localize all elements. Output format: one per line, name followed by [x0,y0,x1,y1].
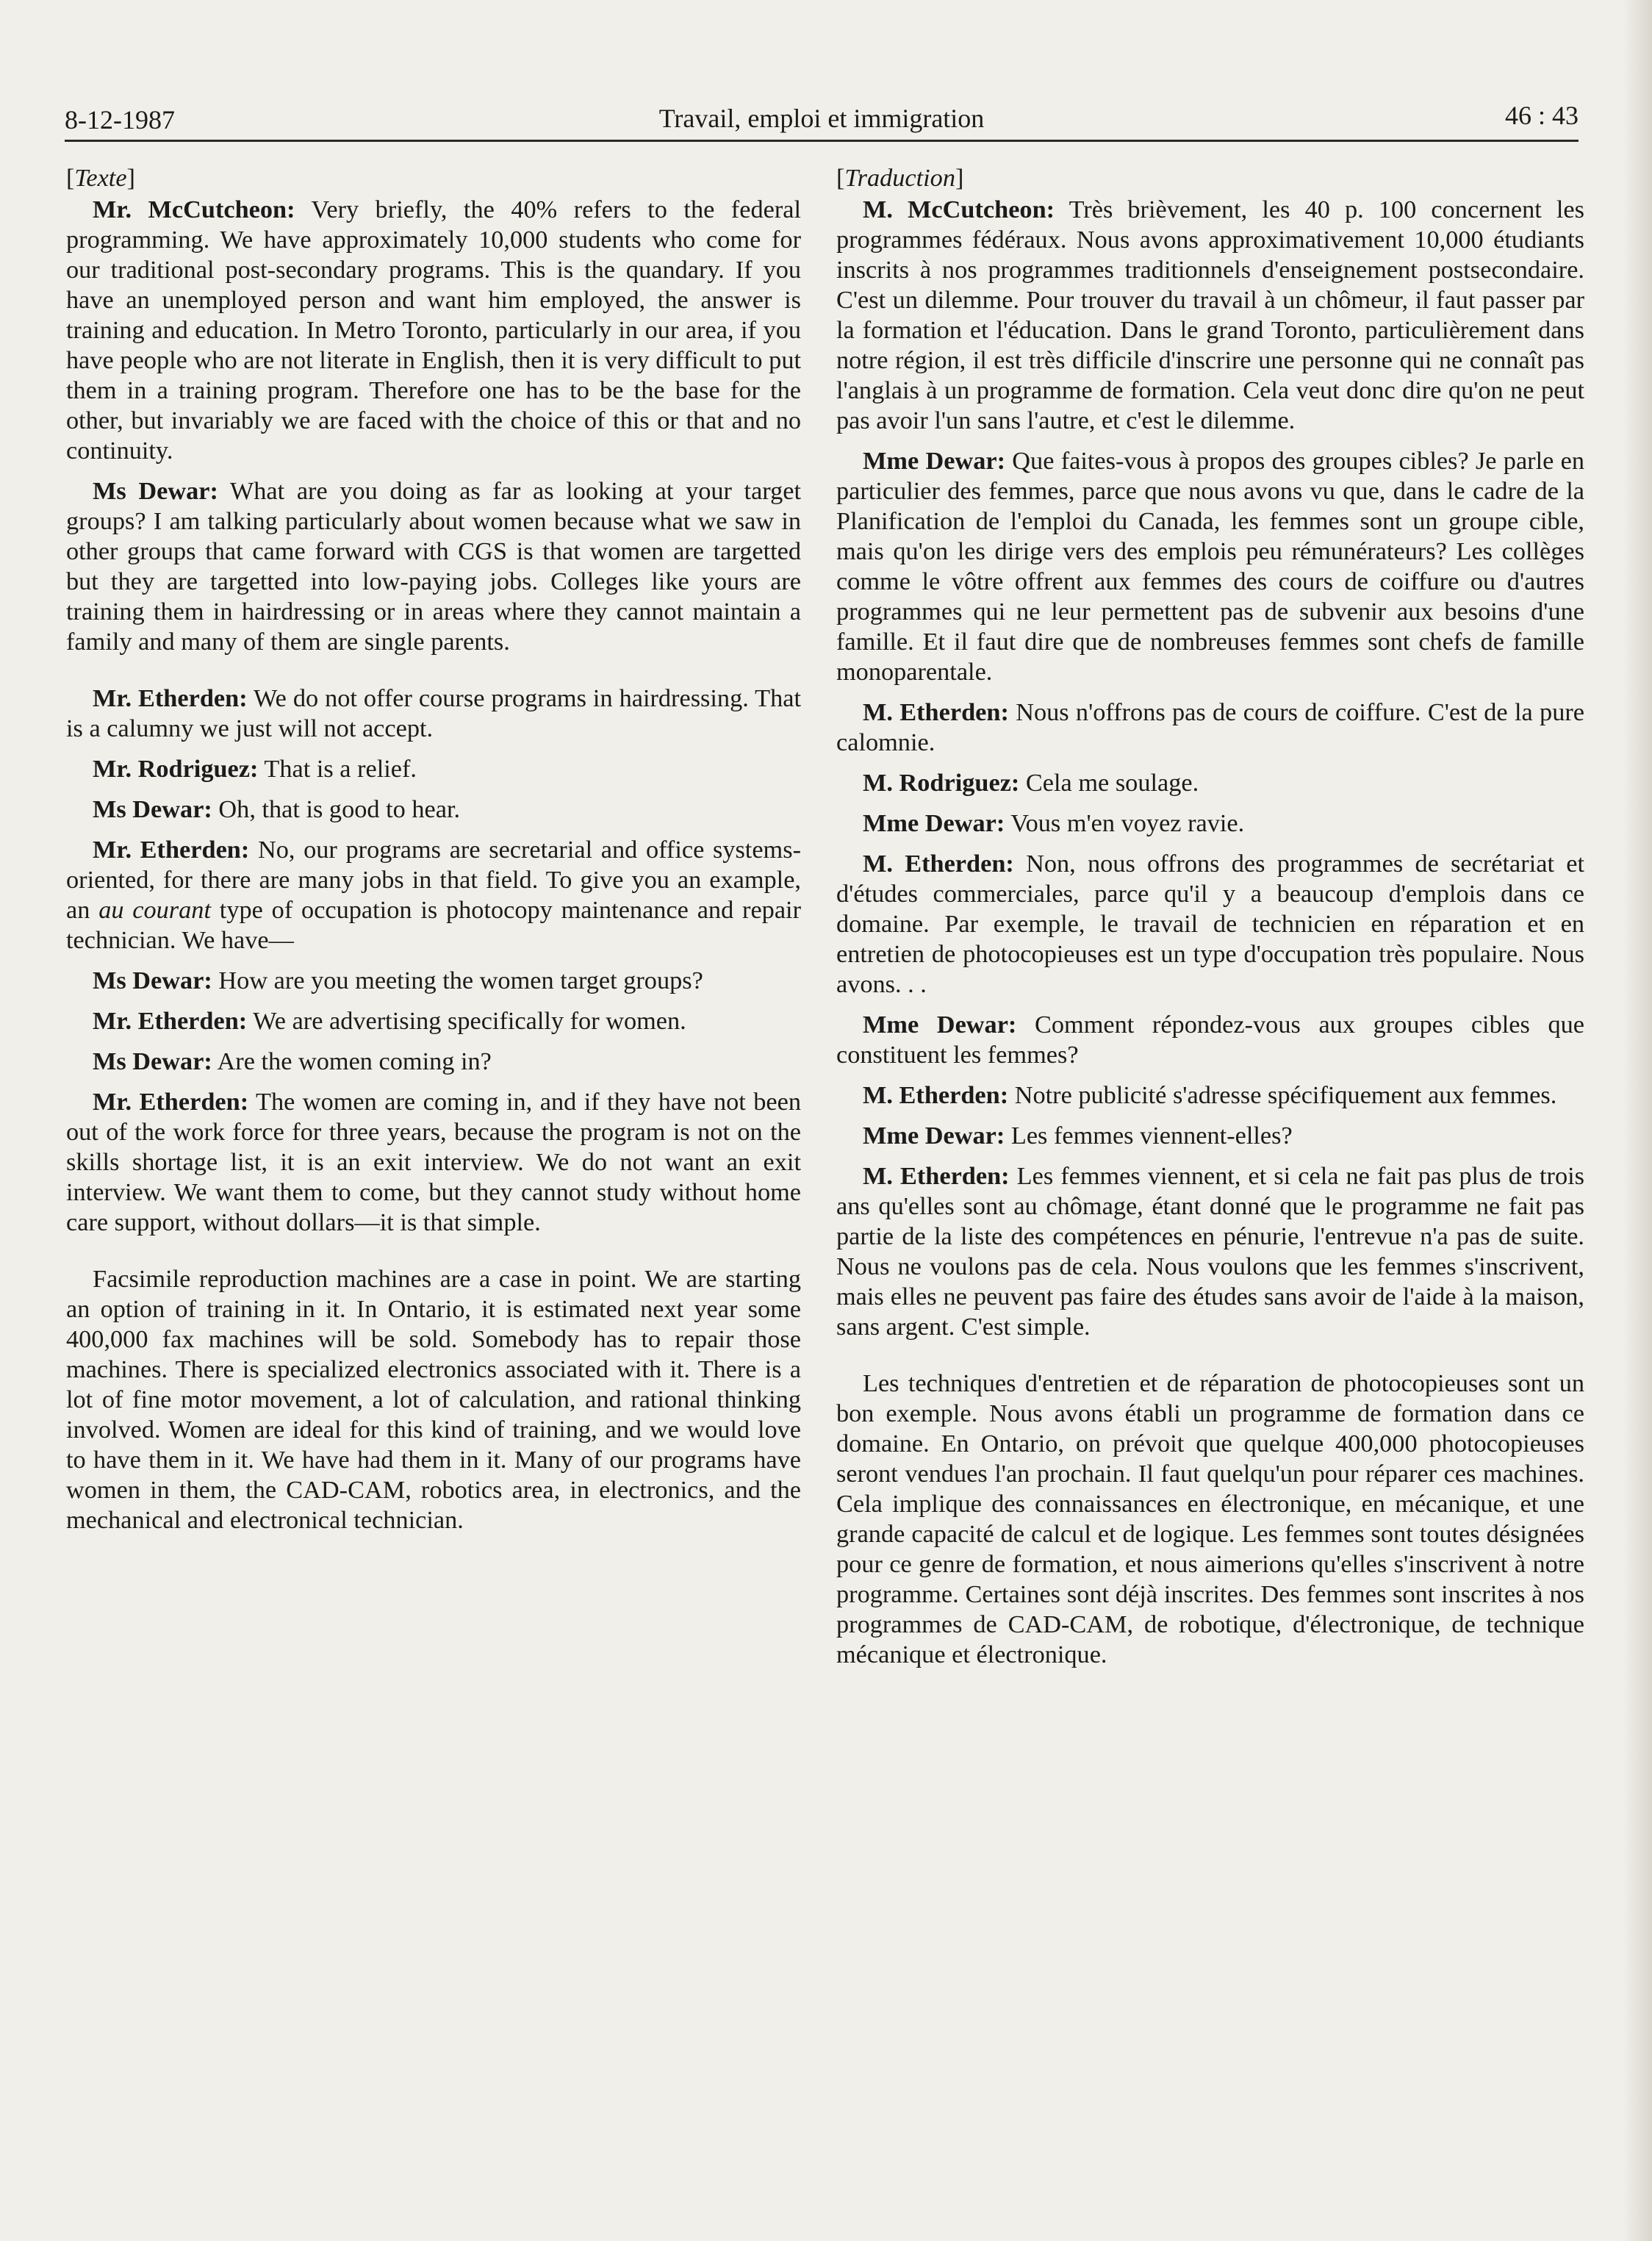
speaker-name: Ms Dewar: [93,795,212,823]
speaker-name: Mme Dewar: [863,809,1005,837]
speaker-name: Mme Dewar: [863,447,1005,475]
speaker-name: M. Rodriguez: [863,769,1020,797]
speaker-name: Mme Dewar: [863,1011,1017,1039]
paragraph [66,795,801,825]
paragraph-text: Facsimile reproduction machines are a case in point. We are starting an option of training in it. In Ontario, it is estimated next year some 400,000 fax machines will be sold. Somebody has to repair those machines. There is specialized electronics associated with it. There is a lot of fine motor movement, a lot of calculation, and rational thinking involved. Women are ideal for this kind of training, and we would love to have them in it. We have had them in it. Many of our programs have women in them, the CAD-CAM, robotics area, in electronics, and the mechanical and electronical technician. [66,1265,801,1534]
paragraph [836,1010,1584,1070]
paragraph-text: Nous n'offrons pas de cours de coiffure. C'est de la pure calomnie. [836,698,1584,756]
paragraph-text: Que faites-vous à propos des groupes cibles? Je parle en particulier des femmes, parce que nous avons vu que, dans le cadre de la Planification de l'emploi du Canada, les femmes sont un groupe cible, mais qu'on les dirige vers des emplois peu rémunérateurs? Les collèges comme le vôtre offrent aux femmes des cours de coiffure ou d'autres programmes qui ne leur permettent pas de subvenir aux besoins d'une famille. Et il faut dire que de nombreuses femmes sont chefs de famille monoparentale. [836,447,1584,686]
speaker-name: Mr. McCutcheon: [93,196,295,223]
paragraph-text: That is a relief. [258,755,417,783]
paragraph [836,1161,1584,1342]
paragraph-text: We do not offer course programs in hairdressing. That is a calumny we just will not accept. [66,684,802,742]
paragraph [66,1264,801,1535]
paragraph-text: Comment répondez-vous aux groupes cibles que constituent les femmes? [836,1011,1584,1069]
page-header [65,87,1579,142]
paragraph [66,1047,801,1077]
paragraph-text: Très brièvement, les 40 p. 100 concernent les programmes fédéraux. Nous avons approximativement 10,000 étudiants inscrits à nos programmes traditionnels d'enseignement postsecondaire. C'est un dilemme. Pour trouver du travail à un chômeur, il faut passer par la formation et l'éducation. Dans le grand Toronto, particulièrement dans notre région, il est très difficile d'inscrire une personne qui ne connaît pas l'anglais à un programme de formation. Cela veut donc dire qu'on ne peut pas avoir l'un sans l'autre, et c'est le dilemme. [836,196,1584,434]
paragraph-text: Very briefly, the 40% refers to the federal programming. We have approximately 10,000 students who come for our traditional post-secondary programs. This is the quandary. If you have an unemployed person and want him employed, the answer is training and education. In Metro Toronto, particularly in our area, if you have people who are not literate in English, then it is very difficult to put them in a training program. Therefore one has to be the base for the other, but invariably we are faced with the choice of this or that and no continuity. [66,196,801,465]
paragraph [66,195,801,466]
paragraph [66,835,801,955]
speaker-name: Mr. Etherden: [93,684,248,712]
paragraph [836,446,1584,687]
paragraph-text: Notre publicité s'adresse spécifiquement aux femmes. [1008,1081,1557,1109]
speaker-name: Mr. Rodriguez: [93,755,259,783]
speaker-name: M. Etherden: [863,1162,1010,1190]
paragraph-text: Non, nous offrons des programmes de secrétariat et d'études commerciales, parce qu'il y a beaucoup d'emplois dans ce domaine. Par exemple, le travail de technicien en réparation et en entretien de photocopieuses est un type d'occupation très populaire. Nous avons. . . [836,850,1584,998]
speaker-name: M. Etherden: [863,850,1014,878]
speaker-name: Ms Dewar: [93,477,218,505]
paragraph-text: How are you meeting the women target groups? [212,967,703,994]
french-column [836,163,1584,1680]
page-edge-shadow [1623,0,1652,2241]
paragraph [66,684,801,744]
speaker-name: Ms Dewar: [93,967,212,994]
header-title: Travail, emploi et immigration [658,104,985,133]
paragraph-text: The women are coming in, and if they have not been out of the work force for three years, because the program is not on the skills shortage list, it is an exit interview. We do not want an exit interview. We want them to come, but they cannot study without home care support, without dollars—it is that simple. [66,1088,801,1236]
paragraph-text: Are the women coming in? [212,1047,492,1075]
paragraph [836,808,1584,839]
paragraph [66,476,801,657]
paragraph-text: We are advertising specifically for women. [247,1007,686,1035]
language-label: [Texte] [66,164,135,192]
speaker-name: M. Etherden: [863,1081,1009,1109]
paragraph [66,966,801,996]
paragraph-text: Les femmes viennent-elles? [1005,1122,1293,1150]
paragraph [836,1080,1584,1111]
paragraph [836,768,1584,798]
paragraph-text: No, our programs are secretarial and office systems-oriented, for there are many jobs in that field. To give you an example, an au courant type of occupation is photocopy maintenance and repair technician. We have— [66,836,802,954]
english-column [66,163,801,1546]
paragraph [836,698,1584,758]
speaker-name: Mme Dewar: [863,1122,1005,1150]
speaker-name: Ms Dewar: [93,1047,212,1075]
paragraph [66,1006,801,1036]
language-label-text: Texte [74,164,127,192]
paragraph-text: What are you doing as far as looking at your target groups? I am talking particularly about women because what we saw in other groups that came forward with CGS is that women are targetted but they are targetted into low-paying jobs. Colleges like yours are training them in hairdressing or in areas where they cannot maintain a family and many of them are single parents. [66,477,801,656]
paragraph-text: Cela me soulage. [1019,769,1199,797]
paragraph-text: Les femmes viennent, et si cela ne fait pas plus de trois ans qu'elles sont au chômage, étant donné que le programme ne fait pas partie de la liste des compétences en pénurie, l'entrevue n'a pas de suite. Nous ne voulons pas de cela. Nous voulons que les femmes s'inscrivent, mais elles ne peuvent pas faire des études sans avoir de l'aide à la maison, sans argent. C'est simple. [836,1162,1585,1341]
paragraph [66,754,801,784]
paragraph-text: Vous m'en voyez ravie. [1005,809,1245,837]
language-label: [Traduction] [836,164,964,192]
language-label-text: Traduction [844,164,955,192]
header-date: 8-12-1987 [65,105,175,135]
speaker-name: Mr. Etherden: [93,1088,249,1116]
paragraph-text: Les techniques d'entretien et de réparation de photocopieuses sont un bon exemple. Nous avons établi un programme de formation dans ce domaine. En Ontario, on prévoit que quelque 400,000 photocopieuses seront vendues l'an prochain. Il faut quelqu'un pour réparer ces machines. Cela implique des connaissances en électronique, en mécanique, et une grande capacité de calcul et de logique. Les femmes sont toutes désignées pour ce genre de formation, et nous aimerions qu'elles s'inscrivent à notre programme. Certaines sont déjà inscrites. Des femmes sont inscrites à nos programmes de CAD-CAM, de robotique, d'électronique, de technique mécanique et électronique. [836,1369,1584,1668]
speaker-name: M. Etherden: [863,698,1009,726]
italic-phrase: au courant [98,896,211,924]
paragraph [66,1087,801,1238]
paragraph [836,195,1584,436]
speaker-name: Mr. Etherden: [93,1007,248,1035]
paragraph [836,1121,1584,1151]
paragraph-text: Oh, that is good to hear. [212,795,461,823]
paragraph [836,1369,1584,1670]
paragraph [836,849,1584,1000]
speaker-name: M. McCutcheon: [863,196,1055,223]
header-page-number: 46 : 43 [1504,101,1579,130]
speaker-name: Mr. Etherden: [93,836,250,864]
